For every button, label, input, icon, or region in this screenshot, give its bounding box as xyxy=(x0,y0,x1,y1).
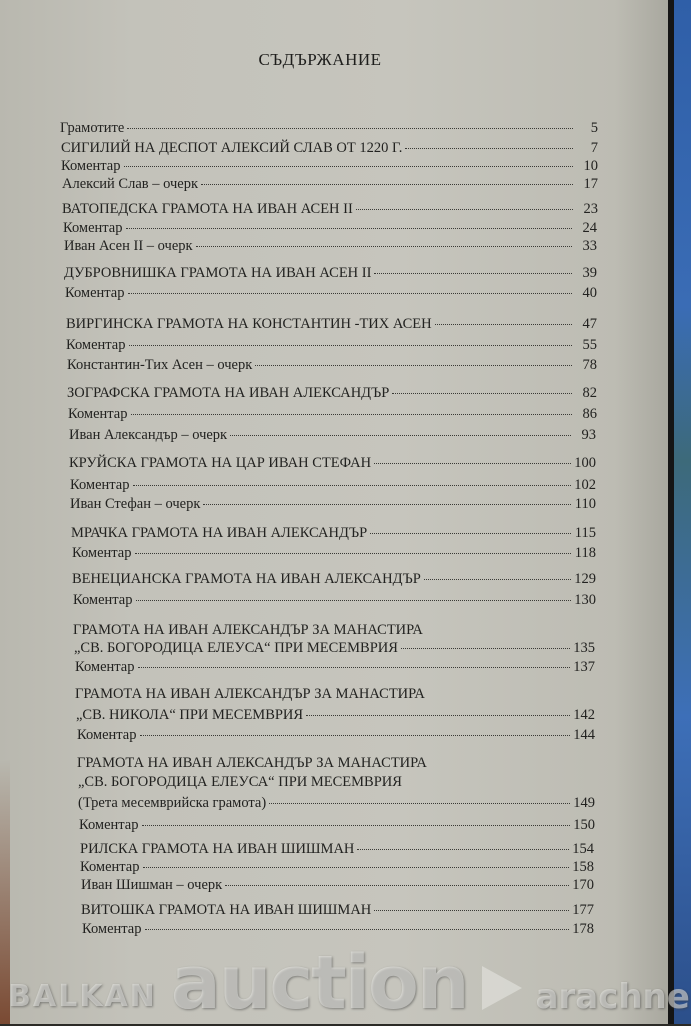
toc-entry xyxy=(72,545,596,562)
dot-leader xyxy=(135,553,572,554)
toc-entry-page: 93 xyxy=(581,427,596,443)
toc-entry-title: ВИРГИНСКА ГРАМОТА НА КОНСТАНТИН -ТИХ АСЕН xyxy=(66,316,432,332)
toc-entry-title: Коментар xyxy=(66,337,126,353)
toc-entry-title: Коментар xyxy=(72,545,132,561)
toc-entry xyxy=(65,285,597,302)
watermark-auction: auction xyxy=(170,940,468,1026)
toc-entry-page: 170 xyxy=(572,877,594,893)
toc-entry-title: ЗОГРАФСКА ГРАМОТА НА ИВАН АЛЕКСАНДЪР xyxy=(67,385,390,401)
toc-entry-title: ДУБРОВНИШКА ГРАМОТА НА ИВАН АСЕН II xyxy=(64,265,372,281)
toc-entry-title: Коментар xyxy=(70,477,130,493)
toc-entry-title: Иван Шишман – очерк xyxy=(81,877,223,893)
toc-entry xyxy=(81,877,594,894)
dot-leader xyxy=(370,533,571,534)
toc-entry xyxy=(74,640,595,657)
dot-leader xyxy=(140,735,571,736)
dot-leader xyxy=(401,648,570,649)
toc-entry xyxy=(82,921,594,938)
page-title: СЪДЪРЖАНИЕ xyxy=(258,50,382,69)
toc-entry xyxy=(69,427,596,444)
toc-entry-title: Иван Александър – очерк xyxy=(69,427,228,443)
toc-entry xyxy=(64,265,597,282)
toc-entry xyxy=(66,337,597,354)
toc-entry xyxy=(60,120,598,137)
toc-entry-title: ВЕНЕЦИАНСКА ГРАМОТА НА ИВАН АЛЕКСАНДЪР xyxy=(72,571,421,587)
toc-entry-page: 10 xyxy=(583,158,598,174)
toc-entry-title: Коментар xyxy=(73,592,133,608)
toc-entry-page: 137 xyxy=(573,659,595,675)
dot-leader xyxy=(133,485,572,486)
toc-entry xyxy=(81,902,594,919)
toc-entry xyxy=(75,659,595,676)
toc-entry-title: Грамотите xyxy=(60,120,125,136)
toc-entry-page: 5 xyxy=(590,120,598,136)
toc-entry-page: 39 xyxy=(582,265,597,281)
toc-entry-page: 40 xyxy=(582,285,597,301)
dot-leader xyxy=(127,128,573,129)
toc-entry-page: 154 xyxy=(572,841,594,857)
toc-entry xyxy=(66,316,597,333)
dot-leader xyxy=(230,435,571,436)
toc-entry-page: 86 xyxy=(582,406,597,422)
toc-entry-title: „СВ. БОГОРОДИЦА ЕЛЕУСА“ ПРИ МЕСЕМВРИЯ xyxy=(74,640,398,656)
dot-leader xyxy=(196,246,572,247)
toc-entry-page: 23 xyxy=(583,201,598,217)
toc-entry xyxy=(72,571,596,588)
toc-entry-title: РИЛСКА ГРАМОТА НА ИВАН ШИШМАН xyxy=(80,841,355,857)
dot-leader xyxy=(405,148,573,149)
toc-entry xyxy=(73,592,596,609)
toc-entry xyxy=(80,841,594,858)
toc-entry-title: КРУЙСКА ГРАМОТА НА ЦАР ИВАН СТЕФАН xyxy=(69,455,372,471)
dot-leader xyxy=(145,929,570,930)
dot-leader xyxy=(138,667,571,668)
toc-entry-page: 115 xyxy=(574,525,596,541)
toc-entry xyxy=(63,220,597,237)
toc-entry-page: 130 xyxy=(574,592,596,608)
book-cover xyxy=(674,0,691,1024)
toc-entry-page: 149 xyxy=(573,795,595,811)
toc-entry-page: 135 xyxy=(573,640,595,656)
toc-entry xyxy=(71,525,596,542)
dot-leader xyxy=(128,293,573,294)
toc-entry xyxy=(70,477,596,494)
toc-entry xyxy=(70,496,596,513)
dot-leader xyxy=(357,849,569,850)
toc-entry-title: Алексий Слав – очерк xyxy=(62,176,198,192)
toc-entry-title: Коментар xyxy=(82,921,142,937)
watermark-arachne: arachne xyxy=(535,977,690,1017)
dot-leader xyxy=(124,166,574,167)
toc-entry-title: Коментар xyxy=(61,158,121,174)
toc-entry xyxy=(73,622,596,639)
dot-leader xyxy=(374,910,569,911)
toc-entry xyxy=(61,158,598,175)
toc-entry xyxy=(76,707,595,724)
watermark-arrow-icon xyxy=(482,966,522,1010)
toc-entry-page: 178 xyxy=(572,921,594,937)
dot-leader xyxy=(255,365,572,366)
toc-entry xyxy=(77,727,595,744)
toc-entry xyxy=(62,176,598,193)
toc-entry-title: Коментар xyxy=(79,817,139,833)
toc-entry-title: ГРАМОТА НА ИВАН АЛЕКСАНДЪР ЗА МАНАСТИРА xyxy=(73,622,423,638)
toc-entry-page: 102 xyxy=(574,477,596,493)
dot-leader xyxy=(201,184,573,185)
dot-leader xyxy=(142,825,571,826)
toc-entry xyxy=(67,385,597,402)
toc-entry-page: 55 xyxy=(582,337,597,353)
toc-entry-title: ВАТОПЕДСКА ГРАМОТА НА ИВАН АСЕН II xyxy=(62,201,353,217)
watermark-balkan: BALKAN xyxy=(8,979,157,1014)
dot-leader xyxy=(203,504,571,505)
toc-entry-title: ГРАМОТА НА ИВАН АЛЕКСАНДЪР ЗА МАНАСТИРА xyxy=(75,686,425,702)
toc-entry xyxy=(61,140,598,157)
toc-entry-title: Иван Асен II – очерк xyxy=(64,238,193,254)
toc-entry-title: Коментар xyxy=(77,727,137,743)
toc-entry-title: Коментар xyxy=(75,659,135,675)
dot-leader xyxy=(129,345,573,346)
toc-entry-title: Константин-Тих Асен – очерк xyxy=(67,357,253,373)
toc-entry-page: 47 xyxy=(582,316,597,332)
toc-entry xyxy=(67,357,597,374)
watermark xyxy=(8,940,690,1026)
dot-leader xyxy=(136,600,572,601)
toc-entry xyxy=(79,817,595,834)
toc-entry-page: 144 xyxy=(573,727,595,743)
dot-leader xyxy=(392,393,572,394)
dot-leader xyxy=(435,324,572,325)
dot-leader xyxy=(143,867,570,868)
toc-entry-page: 33 xyxy=(582,238,597,254)
toc-entry-title: (Трета месемврийска грамота) xyxy=(78,795,267,811)
toc-entry-page: 78 xyxy=(582,357,597,373)
dot-leader xyxy=(131,414,573,415)
toc-entry xyxy=(80,859,594,876)
toc-entry-page: 118 xyxy=(574,545,596,561)
dot-leader xyxy=(269,803,570,804)
toc-entry-title: Коментар xyxy=(65,285,125,301)
toc-entry-page: 82 xyxy=(582,385,597,401)
toc-entry-page: 150 xyxy=(573,817,595,833)
toc-entry-title: МРАЧКА ГРАМОТА НА ИВАН АЛЕКСАНДЪР xyxy=(71,525,368,541)
toc-entry xyxy=(62,201,598,218)
toc-entry xyxy=(75,686,595,703)
toc-entry-title: „СВ. НИКОЛА“ ПРИ МЕСЕМВРИЯ xyxy=(76,707,304,723)
dot-leader xyxy=(126,228,573,229)
toc-entry-page: 158 xyxy=(572,859,594,875)
toc-entry-title: ВИТОШКА ГРАМОТА НА ИВАН ШИШМАН xyxy=(81,902,372,918)
toc-entry xyxy=(64,238,597,255)
toc-entry-page: 24 xyxy=(582,220,597,236)
dot-leader xyxy=(374,273,572,274)
dot-leader xyxy=(225,885,569,886)
toc-entry-title: „СВ. БОГОРОДИЦА ЕЛЕУСА“ ПРИ МЕСЕМВРИЯ xyxy=(78,774,402,790)
toc-entry-title: Коментар xyxy=(68,406,128,422)
toc-entry xyxy=(78,795,595,812)
toc-entry-page: 17 xyxy=(583,176,598,192)
toc-entry-title: Коментар xyxy=(80,859,140,875)
toc-entry-title: Иван Стефан – очерк xyxy=(70,496,201,512)
toc-entry xyxy=(78,774,595,791)
toc-entry-page: 7 xyxy=(590,140,598,156)
toc-entry-page: 100 xyxy=(574,455,596,471)
toc-entry xyxy=(69,455,596,472)
toc-entry-page: 129 xyxy=(574,571,596,587)
toc-entry-title: СИГИЛИЙ НА ДЕСПОТ АЛЕКСИЙ СЛАВ ОТ 1220 Г. xyxy=(61,140,403,156)
dot-leader xyxy=(424,579,571,580)
toc-entry-page: 142 xyxy=(573,707,595,723)
dot-leader xyxy=(374,463,571,464)
toc-entry xyxy=(77,755,595,772)
toc-entry-page: 110 xyxy=(574,496,596,512)
toc-entry xyxy=(68,406,597,423)
dot-leader xyxy=(356,209,573,210)
toc-entry-title: ГРАМОТА НА ИВАН АЛЕКСАНДЪР ЗА МАНАСТИРА xyxy=(77,755,427,771)
toc-entry-page: 177 xyxy=(572,902,594,918)
dot-leader xyxy=(306,715,570,716)
toc-entry-title: Коментар xyxy=(63,220,123,236)
